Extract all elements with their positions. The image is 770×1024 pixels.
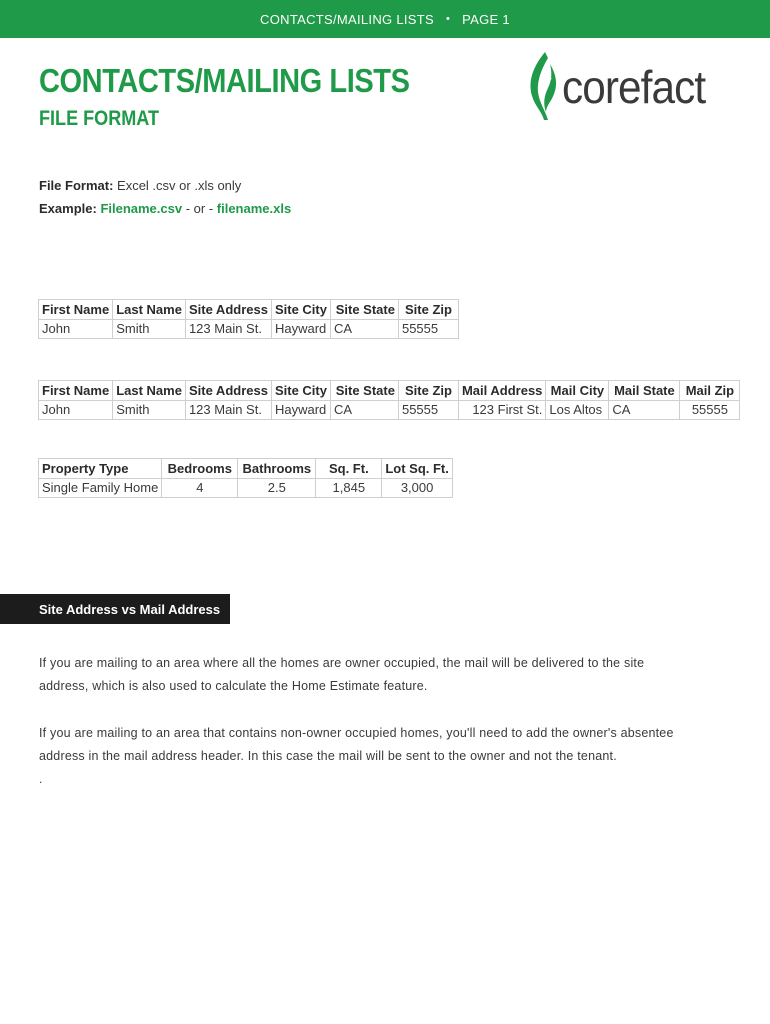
example-csv-filename: Filename.csv [100,201,183,216]
table-header-cell: First Name [39,300,113,320]
table-cell: 55555 [680,400,740,420]
table-header-cell: Site Zip [398,381,458,401]
table-cell: John [39,400,113,420]
table-cell: 55555 [398,400,458,420]
corefact-logo [526,50,736,122]
table-cell: 2.5 [238,478,316,498]
table-row [39,478,453,498]
table-cell: CA [609,400,680,420]
header-section-label: CONTACTS/MAILING LISTS [260,11,434,27]
leaf-icon [526,50,564,122]
table-header-cell: Bathrooms [238,459,316,479]
table-header-cell: Last Name [113,300,186,320]
table-cell: 3,000 [382,478,453,498]
example-xls-filename: filename.xls [216,201,292,216]
table-cell: 123 Main St. [185,319,271,339]
table-cell: Hayward [271,400,330,420]
paragraph-non-owner-occupied: If you are mailing to an area that contains non-owner occupied homes, you'll need to add the owner's absentee address in the mail address header. In this case the mail will be sent to the owner and not the tenant. [39,726,674,763]
table-cell: 55555 [398,319,458,339]
table-header-cell: Mail State [609,381,680,401]
table-cell: 1,845 [316,478,382,498]
table-header-cell: Lot Sq. Ft. [382,459,453,479]
section-heading: Site Address vs Mail Address [0,594,230,624]
table-cell: Hayward [271,319,330,339]
table-row [39,319,459,339]
table-header-cell: Site Address [185,381,271,401]
example-label: Example: [39,201,97,216]
table-cell: Single Family Home [39,478,162,498]
table-cell: 4 [162,478,238,498]
table-header-row [39,459,453,479]
site-address-table [38,299,459,339]
table-cell: Smith [113,400,186,420]
page-title: CONTACTS/MAILING LISTS [39,62,410,99]
file-format-label: File Format: [39,178,114,193]
table-header-cell: Mail Zip [680,381,740,401]
site-and-mail-address-table [38,380,740,420]
table-header-row [39,381,740,401]
paragraph-owner-occupied: If you are mailing to an area where all the homes are owner occupied, the mail will be delivered to the site address, which is also used to calculate the Home Estimate feature. [39,656,645,693]
file-format-line [39,178,241,193]
table-header-cell: Site State [330,381,398,401]
table-header-cell: Bedrooms [162,459,238,479]
header-page-number: PAGE 1 [462,11,510,27]
table-header-cell: Mail Address [458,381,545,401]
table-header-cell: Sq. Ft. [316,459,382,479]
table-header-cell: Site City [271,381,330,401]
table-cell: 123 Main St. [185,400,271,420]
table-header-cell: Last Name [113,381,186,401]
table-cell: Los Altos [546,400,609,420]
property-details-table [38,458,453,498]
table-cell: John [39,319,113,339]
example-line [39,201,291,216]
table-header-cell: Property Type [39,459,162,479]
example-separator: - or - [182,201,217,216]
table-cell: 123 First St. [458,400,545,420]
table-header-cell: Site Zip [398,300,458,320]
logo-wordmark: corefact [562,61,706,113]
header-bullet: • [445,13,451,25]
table-row [39,400,740,420]
table-cell: Smith [113,319,186,339]
table-header-cell: Site State [330,300,398,320]
table-header-cell: Site City [271,300,330,320]
table-cell: CA [330,319,398,339]
table-header-cell: Mail City [546,381,609,401]
trailing-period: . [39,772,43,786]
page-subtitle: FILE FORMAT [39,107,160,130]
page-header-bar [0,0,770,38]
table-header-cell: First Name [39,381,113,401]
table-header-cell: Site Address [185,300,271,320]
file-format-value: Excel .csv or .xls only [117,178,242,193]
table-cell: CA [330,400,398,420]
table-header-row [39,300,459,320]
